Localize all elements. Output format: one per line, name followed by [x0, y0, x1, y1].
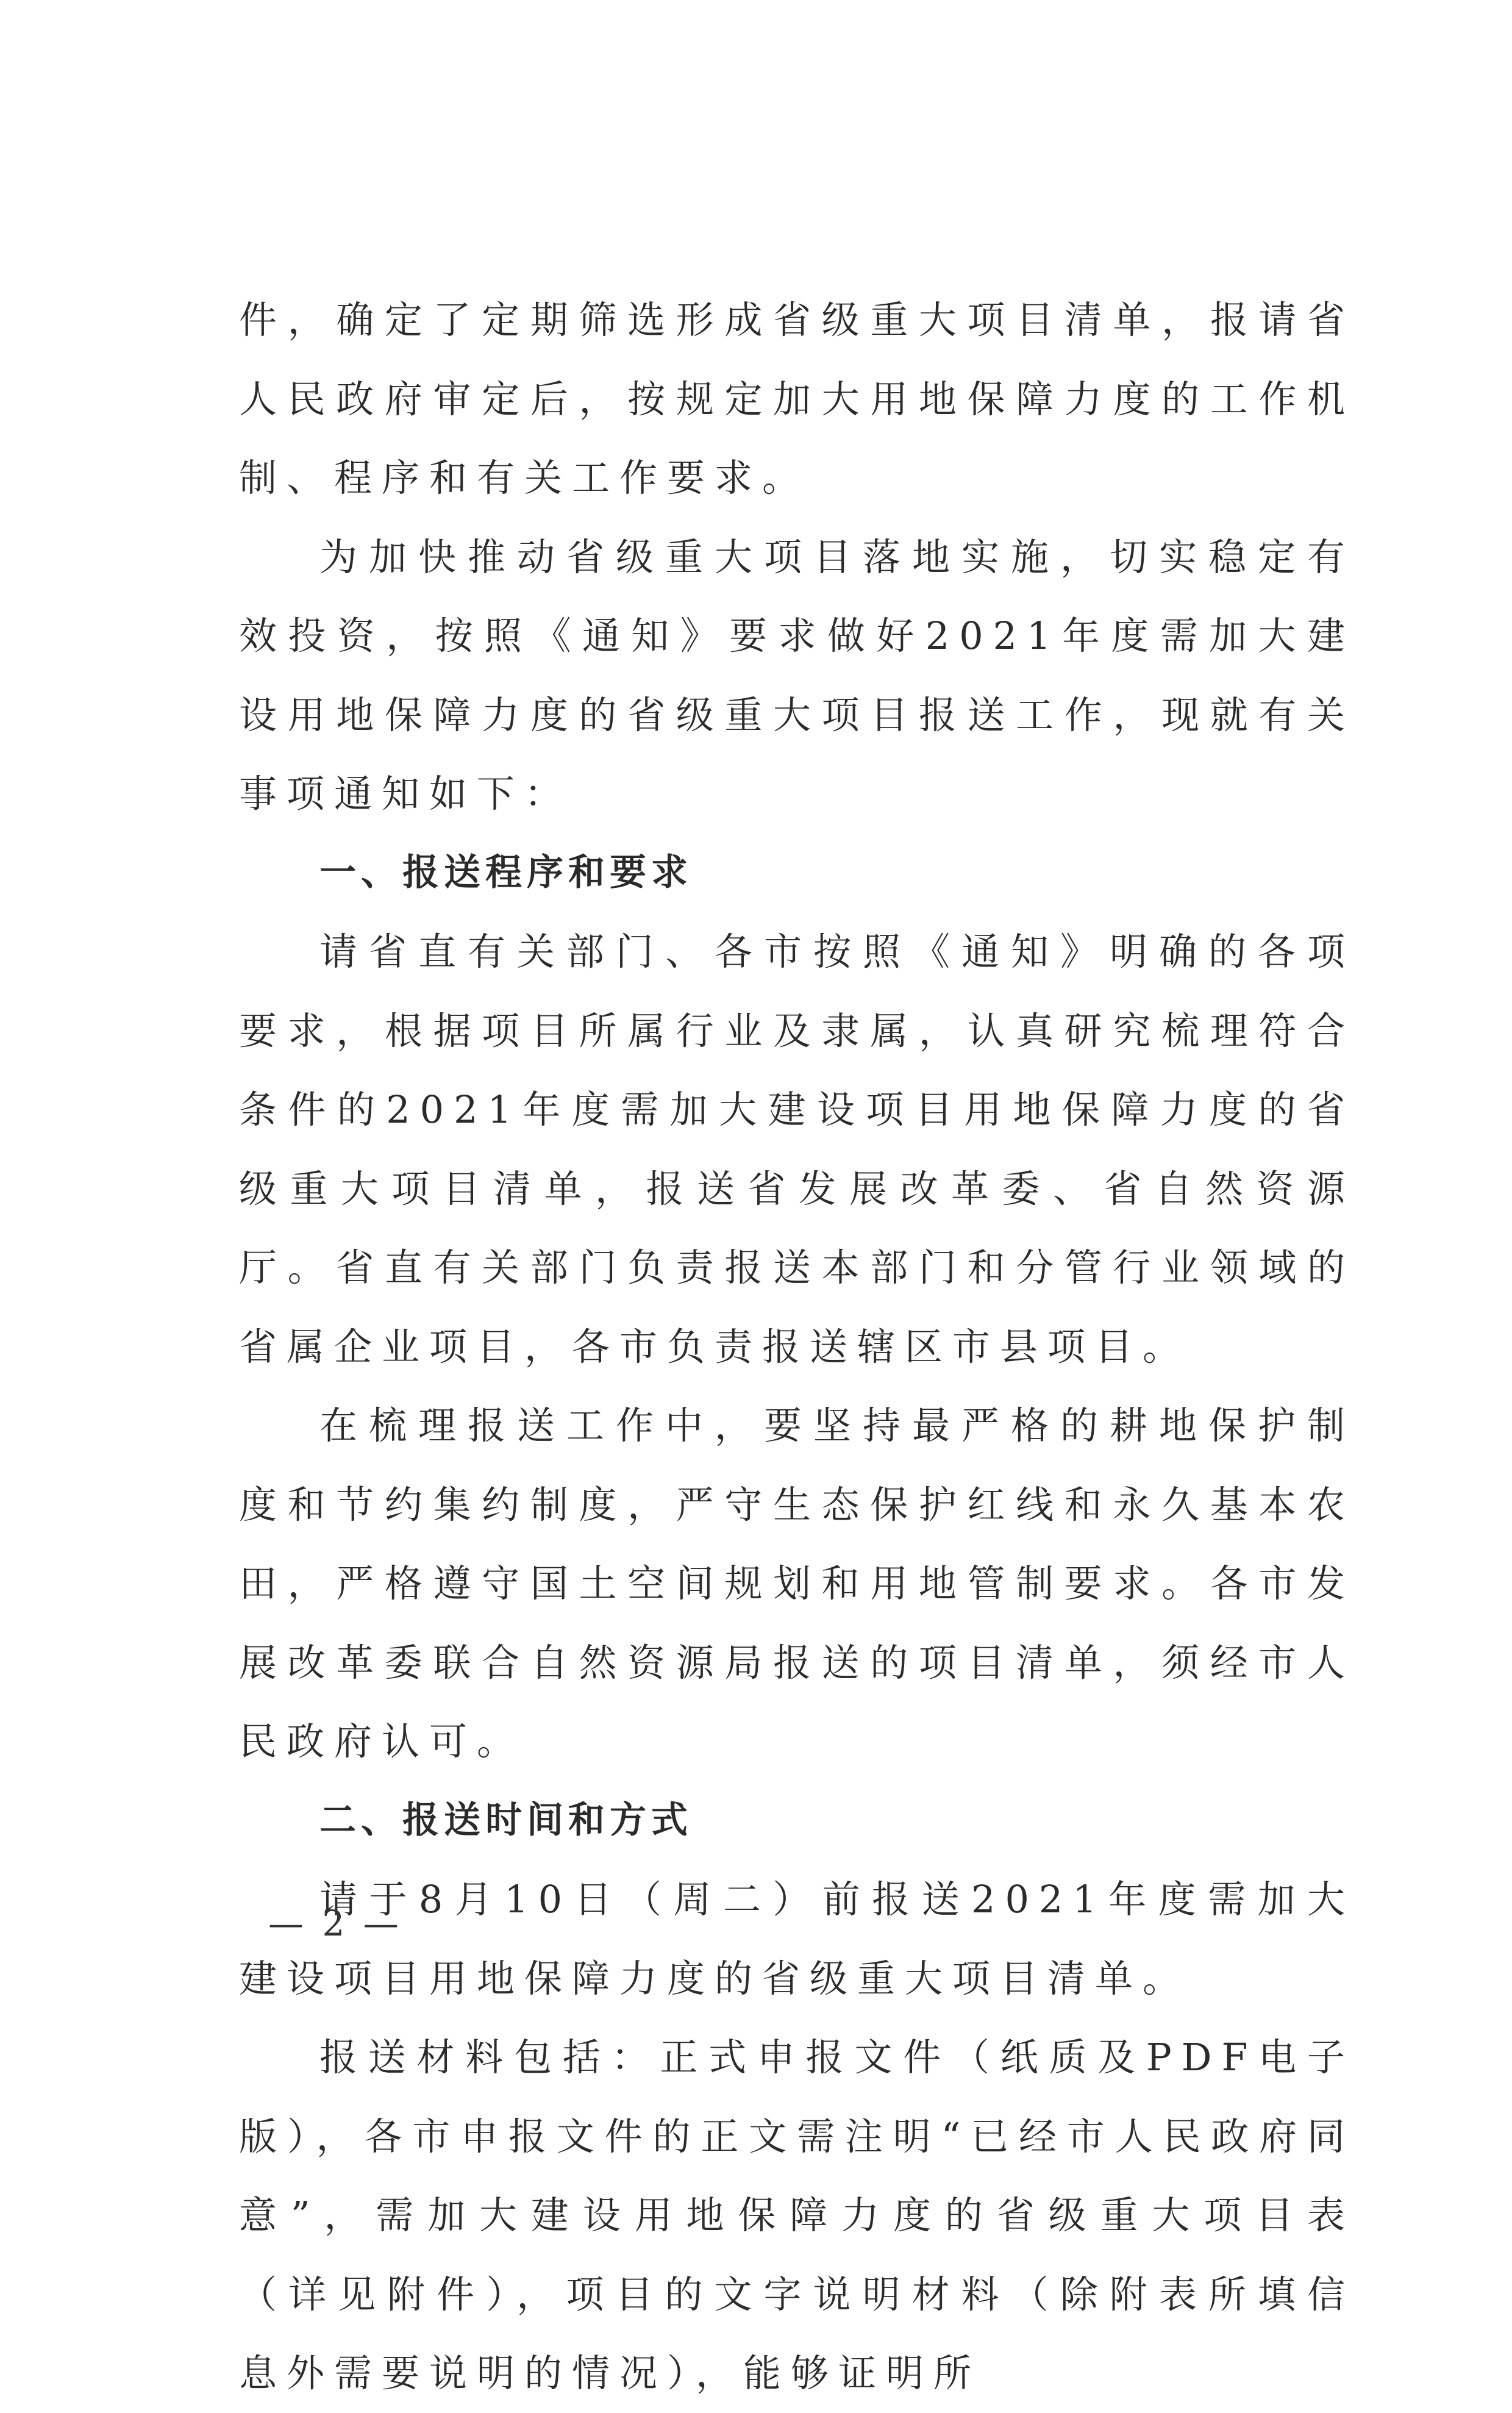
paragraph-intro: 为加快推动省级重大项目落地实施，切实稳定有效投资，按照《通知》要求做好2021年度需加大建设用地保障力度的省级重大项目报送工作，现就有关事项通知如下：: [239, 534, 1355, 816]
paragraph-continuation: 件，确定了定期筛选形成省级重大项目清单，报请省人民政府审定后，按规定加大用地保障力度的工作机制、程序和有关工作要求。: [239, 298, 1355, 500]
section-heading-2: 二、报送时间和方式: [319, 1798, 693, 1842]
section-heading-1: 一、报送程序和要求: [319, 851, 693, 894]
paragraph-materials: 报送材料包括：正式申报文件（纸质及PDF电子版），各市申报文件的正文需注明“已经市人民政府同意”，需加大建设用地保障力度的省级重大项目表（详见附件），项目的文字说明材料（除附表所填信息外需要说明的情况），能够证明所: [239, 2035, 1355, 2395]
document-body: [239, 281, 1355, 2413]
paragraph-procedure: 请省直有关部门、各市按照《通知》明确的各项要求，根据项目所属行业及隶属，认真研究梳理符合条件的2021年度需加大建设项目用地保障力度的省级重大项目清单，报送省发展改革委、省自然资源厅。省直有关部门负责报送本部门和分管行业领域的省属企业项目，各市负责报送辖区市县项目。: [239, 929, 1355, 1369]
paragraph-deadline: 请于8月10日（周二）前报送2021年度需加大建设项目用地保障力度的省级重大项目清单。: [239, 1877, 1355, 2001]
page-number: — 2 —: [268, 1903, 402, 1944]
paragraph-requirements: 在梳理报送工作中，要坚持最严格的耕地保护制度和节约集约制度，严守生态保护红线和永久基本农田，严格遵守国土空间规划和用地管制要求。各市发展改革委联合自然资源局报送的项目清单，须经市人民政府认可。: [239, 1403, 1355, 1764]
